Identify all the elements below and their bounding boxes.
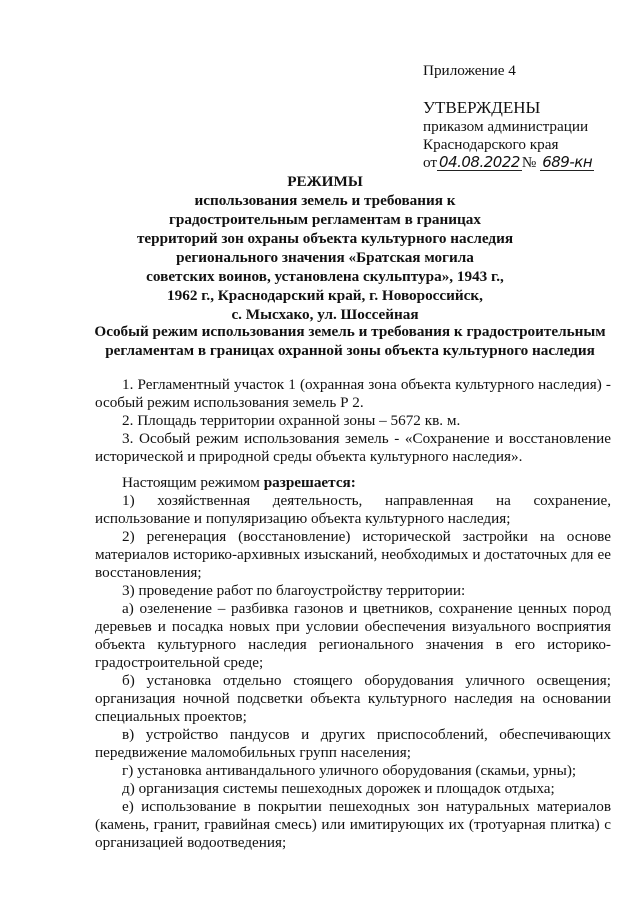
region-label: Краснодарского края [423, 136, 559, 153]
section-1 [95, 376, 611, 466]
document-title [60, 172, 590, 324]
list-item: а) озеленение – разбивка газонов и цветников, сохранение ценных пород деревьев и посадка новых при условии обеспечения визуального восприятия объекта культурного наследия регионального значения в его историко-градостроительной среде; [95, 600, 611, 671]
title-line: градостроительным регламентам в границах [169, 211, 481, 228]
paragraph-2: 2. Площадь территории охранной зоны – 5672 кв. м. [122, 412, 461, 429]
order-date: 04.08.2022 [439, 153, 520, 171]
list-item: 3) проведение работ по благоустройству территории: [122, 582, 466, 599]
approved-label: УТВЕРЖДЕНЫ [423, 98, 541, 117]
permitted-intro-text: Настоящим режимом [122, 474, 264, 491]
list-item: 1) хозяйственная деятельность, направленная на сохранение, использование и популяризацию объекта культурного наследия; [95, 492, 611, 527]
section-2 [95, 474, 611, 852]
by-order-label: приказом администрации [423, 118, 589, 135]
title-line: советских воинов, установлена скульптура», 1943 г., [146, 268, 504, 285]
date-prefix: от [423, 154, 438, 171]
paragraph-3: 3. Особый режим использования земель - «Сохранение и восстановление исторической и природной среды объекта культурного наследия». [95, 430, 611, 465]
title-heading: РЕЖИМЫ [287, 173, 363, 190]
section-subtitle: Особый режим использования земель и требования к градостроительным регламентам в границах охранной зоны объекта культурного наследия [94, 323, 606, 359]
list-item: г) установка антивандального уличного оборудования (скамьи, урны); [122, 762, 577, 779]
title-line: 1962 г., Краснодарский край, г. Новороссийск, [167, 287, 483, 304]
title-line: использования земель и требования к [194, 192, 456, 209]
list-item: е) использование в покрытии пешеходных зон натуральных материалов (камень, гранит, гравийная смесь) или имитирующих их (тротуарная плитка) с организацией водоотведения; [95, 798, 611, 851]
number-sign: № [521, 154, 537, 171]
title-line: с. Мысхако, ул. Шоссейная [231, 306, 419, 323]
permitted-intro [95, 474, 611, 492]
order-date-line [423, 154, 633, 172]
appendix-label: Приложение 4 [423, 62, 516, 79]
title-line: регионального значения «Братская могила [176, 249, 474, 266]
list-item: 2) регенерация (восстановление) исторической застройки на основе материалов историко-архивных изысканий, необходимых и достаточных для ее восстановления; [95, 528, 611, 581]
order-number: 689-кн [542, 153, 593, 171]
permitted-intro-bold: разрешается: [263, 474, 356, 491]
list-item: б) установка отдельно стоящего оборудования уличного освещения; организация ночной подсветки объекта культурного наследия на основании специальных проектов; [95, 672, 611, 725]
list-item: д) организация системы пешеходных дорожек и площадок отдыха; [122, 780, 555, 797]
approval-block [423, 62, 633, 172]
list-item: в) устройство пандусов и других приспособлений, обеспечивающих передвижение маломобильных групп населения; [95, 726, 611, 761]
paragraph-1: 1. Регламентный участок 1 (охранная зона объекта культурного наследия) - особый режим использования земель Р 2. [95, 376, 611, 411]
title-line: территорий зон охраны объекта культурного наследия [136, 230, 514, 247]
